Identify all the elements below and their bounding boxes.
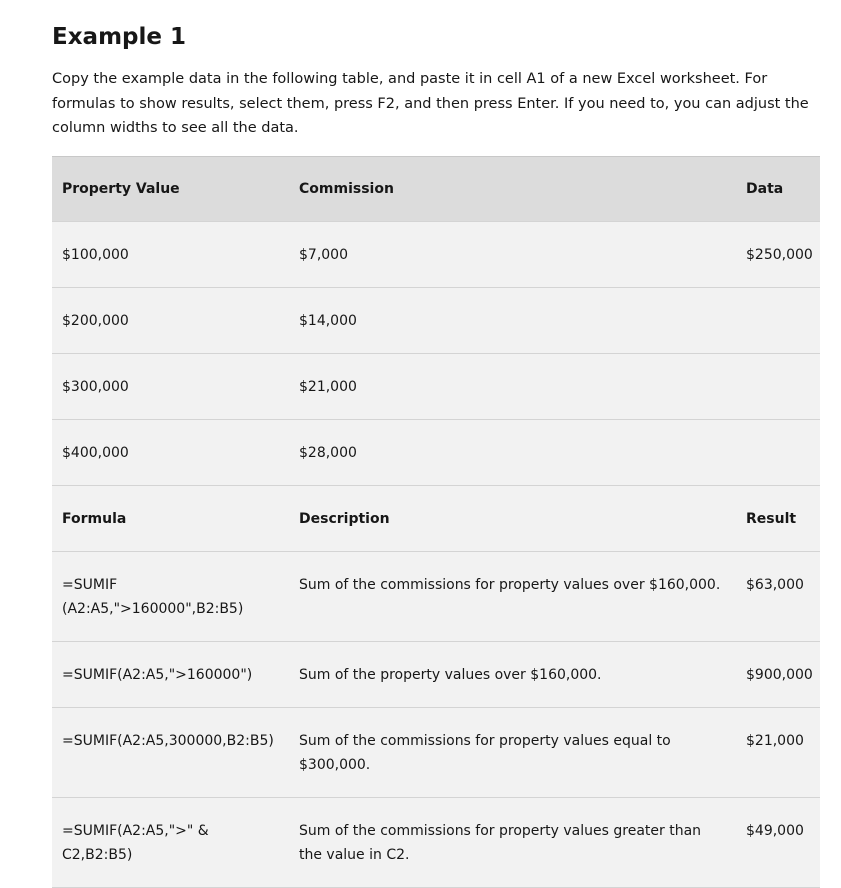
cell-formula: =SUMIF(A2:A5,300000,B2:B5) xyxy=(52,707,289,797)
cell-commission: $21,000 xyxy=(289,353,736,419)
cell-commission: $28,000 xyxy=(289,419,736,485)
cell-data xyxy=(736,287,820,353)
header-commission: Commission xyxy=(289,156,736,221)
header-formula: Formula xyxy=(52,485,289,551)
table-row xyxy=(52,419,820,485)
cell-property-value: $100,000 xyxy=(52,221,289,287)
content-container xyxy=(52,0,820,888)
cell-property-value: $300,000 xyxy=(52,353,289,419)
formula-row xyxy=(52,707,820,797)
table-row xyxy=(52,353,820,419)
formula-row xyxy=(52,551,820,641)
cell-commission: $7,000 xyxy=(289,221,736,287)
intro-paragraph: Copy the example data in the following table, and paste it in cell A1 of a new Excel worksheet. For formulas to show results, select them, press F2, and then press Enter. If you need to, you can adjust the column widths to see all the data. xyxy=(52,71,809,136)
formula-row xyxy=(52,797,820,887)
cell-description: Sum of the property values over $160,000. xyxy=(289,641,736,707)
example-table xyxy=(52,156,820,888)
header-property-value: Property Value xyxy=(52,156,289,221)
cell-formula: =SUMIF (A2:A5,">160000",B2:B5) xyxy=(52,551,289,641)
cell-result: $49,000 xyxy=(736,797,820,887)
formula-row xyxy=(52,641,820,707)
cell-formula: =SUMIF(A2:A5,">" & C2,B2:B5) xyxy=(52,797,289,887)
cell-result: $63,000 xyxy=(736,551,820,641)
cell-description: Sum of the commissions for property values over $160,000. xyxy=(289,551,736,641)
cell-data: $250,000 xyxy=(736,221,820,287)
cell-formula: =SUMIF(A2:A5,">160000") xyxy=(52,641,289,707)
cell-data xyxy=(736,353,820,419)
cell-description: Sum of the commissions for property values equal to $300,000. xyxy=(289,707,736,797)
table-header-row xyxy=(52,156,820,221)
cell-property-value: $200,000 xyxy=(52,287,289,353)
cell-result: $21,000 xyxy=(736,707,820,797)
page-title: Example 1 xyxy=(52,24,186,50)
cell-description: Sum of the commissions for property values greater than the value in C2. xyxy=(289,797,736,887)
header-description: Description xyxy=(289,485,736,551)
table-row xyxy=(52,221,820,287)
table-row xyxy=(52,287,820,353)
header-data: Data xyxy=(736,156,820,221)
cell-property-value: $400,000 xyxy=(52,419,289,485)
cell-data xyxy=(736,419,820,485)
cell-result: $900,000 xyxy=(736,641,820,707)
header-result: Result xyxy=(736,485,820,551)
formula-header-row xyxy=(52,485,820,551)
cell-commission: $14,000 xyxy=(289,287,736,353)
